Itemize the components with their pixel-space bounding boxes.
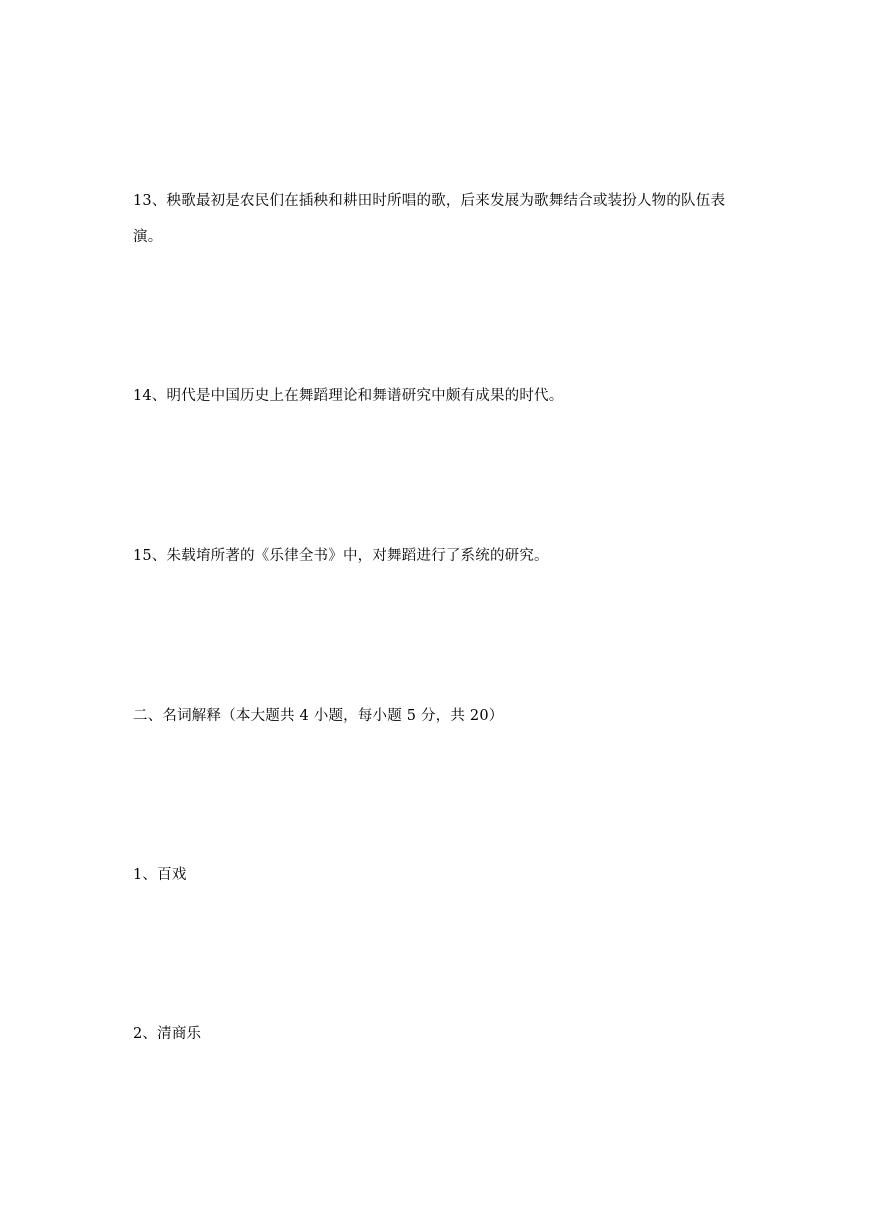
question-13-line-2: 演。	[133, 229, 163, 245]
question-13-line-1: 13、秧歌最初是农民们在插秧和耕田时所唱的歌，后来发展为歌舞结合或装扮人物的队伍表	[133, 193, 726, 209]
term-2: 2、清商乐	[133, 1026, 202, 1042]
question-14: 14、明代是中国历史上在舞蹈理论和舞谱研究中颇有成果的时代。	[133, 388, 564, 404]
question-15: 15、朱载堉所著的《乐律全书》中，对舞蹈进行了系统的研究。	[133, 548, 549, 564]
term-1: 1、百戏	[133, 867, 187, 883]
section-2-heading: 二、名词解释（本大题共 4 小题，每小题 5 分，共 20）	[133, 708, 504, 724]
